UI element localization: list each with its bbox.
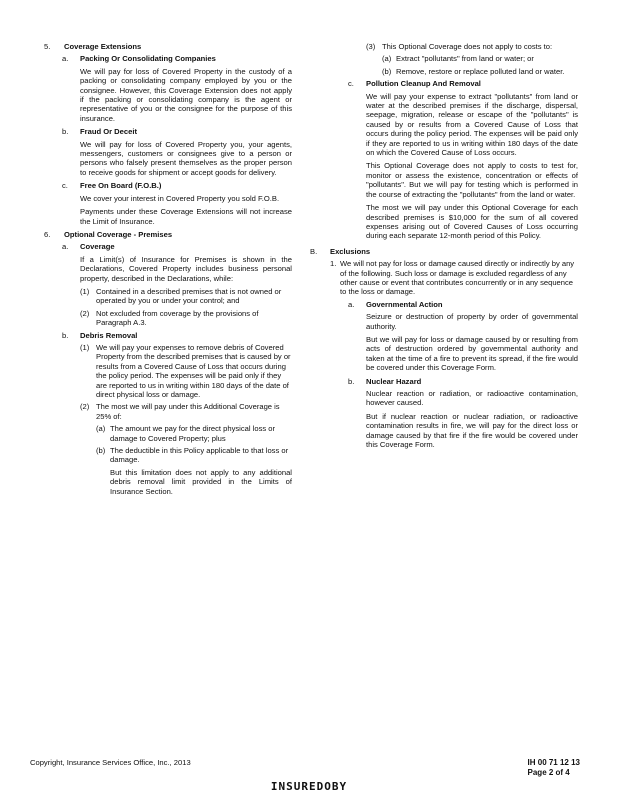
copyright-notice: Copyright, Insurance Services Office, Inc., 2013: [30, 758, 191, 767]
pollutant-subitem-a: [382, 54, 578, 63]
item-number: (2): [80, 402, 90, 412]
item-letter: a.: [348, 299, 355, 309]
item-title: Pollution Cleanup And Removal: [366, 79, 481, 89]
item-letter: b.: [62, 127, 69, 137]
pollutant-subitem-b: [382, 67, 578, 76]
item-text: The amount we pay for the direct physical loss or damage to Covered Property; plus: [110, 424, 276, 443]
item-letter: c.: [348, 79, 354, 89]
item-title: Nuclear Hazard: [366, 376, 422, 386]
item-letter: a.: [62, 242, 69, 252]
item-title: Fraud Or Deceit: [80, 127, 137, 137]
item-number: (1): [80, 342, 90, 352]
coverage-item-1: [80, 287, 292, 306]
section-number: B.: [310, 246, 318, 256]
debris-heading: [62, 331, 292, 340]
exclusion-item-1: [330, 259, 578, 297]
item-letter: b.: [348, 376, 355, 386]
item-text: Extract "pollutants" from land or water; or: [396, 54, 534, 64]
pollution-heading: [348, 79, 578, 88]
debris-subitem-b: [96, 446, 292, 465]
item-text: The most we will pay under this Additional Coverage is 25% of:: [96, 402, 280, 421]
section-b: [310, 247, 578, 256]
section-5: [44, 42, 292, 51]
debris-limitation: But this limitation does not apply to any additional debris removal limit provided in the Limits of Insurance Section.: [110, 467, 292, 496]
right-column: [310, 42, 578, 453]
left-column: [44, 42, 292, 500]
item-title: Coverage: [80, 242, 115, 252]
form-identifier: [528, 758, 580, 778]
item-number: (a): [382, 54, 392, 64]
item-number: (b): [96, 446, 106, 456]
item-title: Free On Board (F.O.B.): [80, 181, 162, 191]
pollutant-item-3: [366, 42, 578, 51]
governmental-text-1: Seizure or destruction of property by order of governmental authority.: [366, 312, 578, 331]
nuclear-text-1: Nuclear reaction or radiation, or radioactive contamination, however caused.: [366, 389, 578, 408]
item-title: Governmental Action: [366, 299, 443, 309]
pollution-text-3: The most we will pay under this Optional Coverage for each described premises is $10,000 for the sum of all covered expenses arising out of Covered Causes of Loss occurring during each separate 12-month period of this Policy.: [366, 203, 578, 241]
section-title: Exclusions: [330, 246, 371, 256]
coverage-item-2: [80, 309, 292, 328]
governmental-text-2: But we will pay for loss or damage caused by or resulting from acts of destruction ordered by governmental authority and taken at the time of a fire to prevent its spread, if the fire would be covered under this Coverage Form.: [366, 334, 578, 373]
fraud-heading: [62, 127, 292, 136]
pollution-text-1: We will pay your expense to extract "pollutants" from land or water at the described premises if the discharge, dispersal, seepage, migration, release or escape of the "pollutants" is caused by or results from a Covered Cause of Loss that occurs during the policy period. The expenses will be paid only if they are reported to us in writing within 180 days of the date on which the Covered Cause of Loss occurs.: [366, 91, 578, 158]
item-letter: a.: [62, 54, 69, 64]
section-number: 6.: [44, 229, 51, 239]
section-number: 5.: [44, 42, 51, 51]
debris-item-1: [80, 343, 292, 399]
section-6: [44, 230, 292, 239]
item-number: (2): [80, 308, 90, 318]
fob-text-2: Payments under these Coverage Extensions will not increase the Limit of Insurance.: [80, 207, 292, 226]
pollution-text-2: This Optional Coverage does not apply to costs to test for, monitor or assess the existence, concentration or effects of "pollutants". But we will pay for testing which is performed in the course of extracting the "pollutants" from the land or water.: [366, 161, 578, 199]
item-letter: b.: [62, 330, 69, 340]
debris-item-2: [80, 402, 292, 421]
page-number: Page 2 of 4: [527, 768, 570, 777]
item-letter: c.: [62, 181, 68, 191]
section-title: Optional Coverage - Premises: [64, 229, 173, 239]
coverage-heading: [62, 242, 292, 251]
item-text: This Optional Coverage does not apply to costs to:: [382, 42, 553, 51]
item-text: We will pay your expenses to remove debris of Covered Property from the described premises that is caused by or results from a Covered Cause of Loss that occurs during the policy period. The expenses will be paid only if they are reported to us in writing within 180 days of the date of direct physical loss or damage.: [96, 342, 291, 399]
item-number: (a): [96, 424, 106, 434]
item-text: Remove, restore or replace polluted land or water.: [396, 66, 565, 76]
item-title: Packing Or Consolidating Companies: [80, 54, 216, 64]
packing-text: We will pay for loss of Covered Property in the custody of a packing or consolidating company employed by you or the consignee. However, this Coverage Extension does not apply if the packing or consolidating company is the agent or representative of you or the consignee for the purpose of this insurance.: [80, 66, 292, 123]
governmental-heading: [348, 300, 578, 309]
item-number: 1.: [330, 259, 337, 269]
coverage-intro: If a Limit(s) of Insurance for Premises is shown in the Declarations, Covered Property includes business personal property, described in the Declarations, while:: [80, 254, 292, 283]
item-number: (1): [80, 286, 90, 296]
item-number: (b): [382, 66, 392, 76]
brand-watermark: INSUREDOBY: [270, 780, 348, 793]
fob-text-1: We cover your interest in Covered Property you sold F.O.B.: [80, 193, 280, 203]
item-text: We will not pay for loss or damage caused directly or indirectly by any of the following. Such loss or damage is excluded regardless of any other cause or event that contributes concurrently or in any sequence to the loss or damage.: [340, 259, 575, 297]
item-text: Not excluded from coverage by the provisions of Paragraph A.3.: [96, 308, 259, 328]
nuclear-text-2: But if nuclear reaction or nuclear radiation, or radioactive contamination results in fire, we will pay for the direct loss or damage caused by that fire if the fire would be covered under this Coverage Form.: [366, 411, 578, 450]
fob-heading: [62, 181, 292, 190]
item-text: The deductible in this Policy applicable to that loss or damage.: [110, 446, 289, 465]
form-number: IH 00 71 12 13: [527, 758, 580, 767]
item-text: Contained in a described premises that is not owned or operated by you or under your control; and: [96, 286, 282, 306]
fraud-text: We will pay for loss of Covered Property you, your agents, messengers, customers or consignees give to a person or persons who falsely present themselves as the proper person to receive goods for shipment or accept goods for delivery.: [80, 139, 292, 177]
debris-subitem-a: [96, 424, 292, 443]
packing-heading: [62, 54, 292, 63]
item-number: (3): [366, 42, 376, 51]
item-title: Debris Removal: [80, 330, 138, 340]
section-title: Coverage Extensions: [64, 42, 142, 51]
nuclear-heading: [348, 377, 578, 386]
